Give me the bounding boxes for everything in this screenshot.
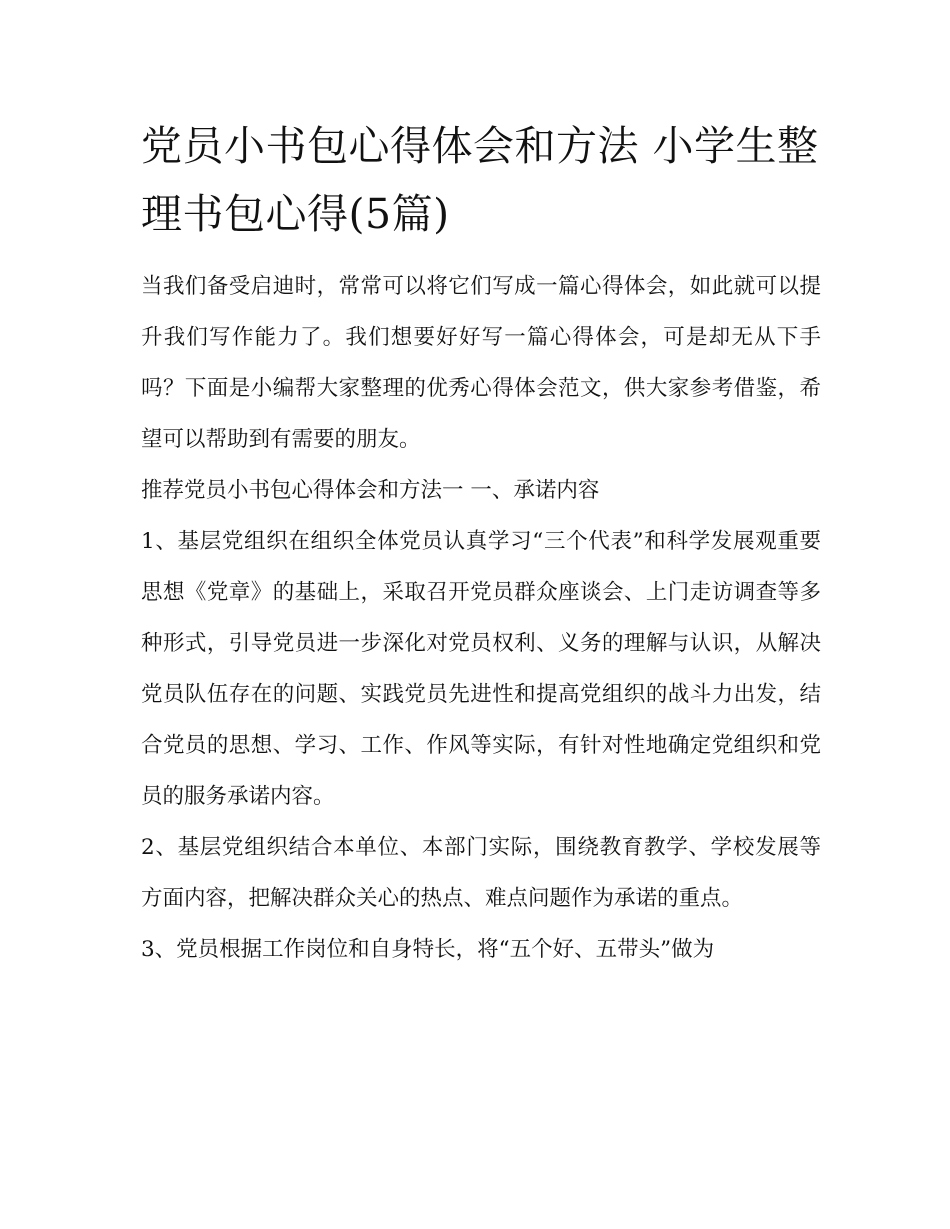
section-heading: 推荐党员小书包心得体会和方法一 一、承诺内容 [141, 478, 600, 503]
intro-paragraph: 当我们备受启迪时，常常可以将它们写成一篇心得体会，如此就可以提升我们写作能力了。我们想要好好写一篇心得体会，可是却无从下手吗？下面是小编帮大家整理的优秀心得体会范文，供大家参考借鉴，希望可以帮助到有需要的朋友。 [141, 274, 821, 452]
item-3-paragraph: 3、党员根据工作岗位和自身特长，将“五个好、五带头”做为 [141, 937, 715, 962]
item-2-paragraph: 2、基层党组织结合本单位、本部门实际，围绕教育教学、学校发展等方面内容，把解决群众关心的热点、难点问题作为承诺的重点。 [141, 835, 821, 911]
document-title: 党员小书包心得体会和方法 小学生整理书包心得(5篇) [141, 122, 819, 238]
item-1-paragraph: 1、基层党组织在组织全体党员认真学习“三个代表”和科学发展观重要思想《党章》的基础上，采取召开党员群众座谈会、上门走访调查等多种形式，引导党员进一步深化对党员权利、义务的理解与认识，从解决党员队伍存在的问题、实践党员先进性和提高党组织的战斗力出发，结合党员的思想、学习、工作、作风等实际，有针对性地确定党组织和党员的服务承诺内容。 [141, 529, 821, 809]
document-body [141, 112, 821, 975]
